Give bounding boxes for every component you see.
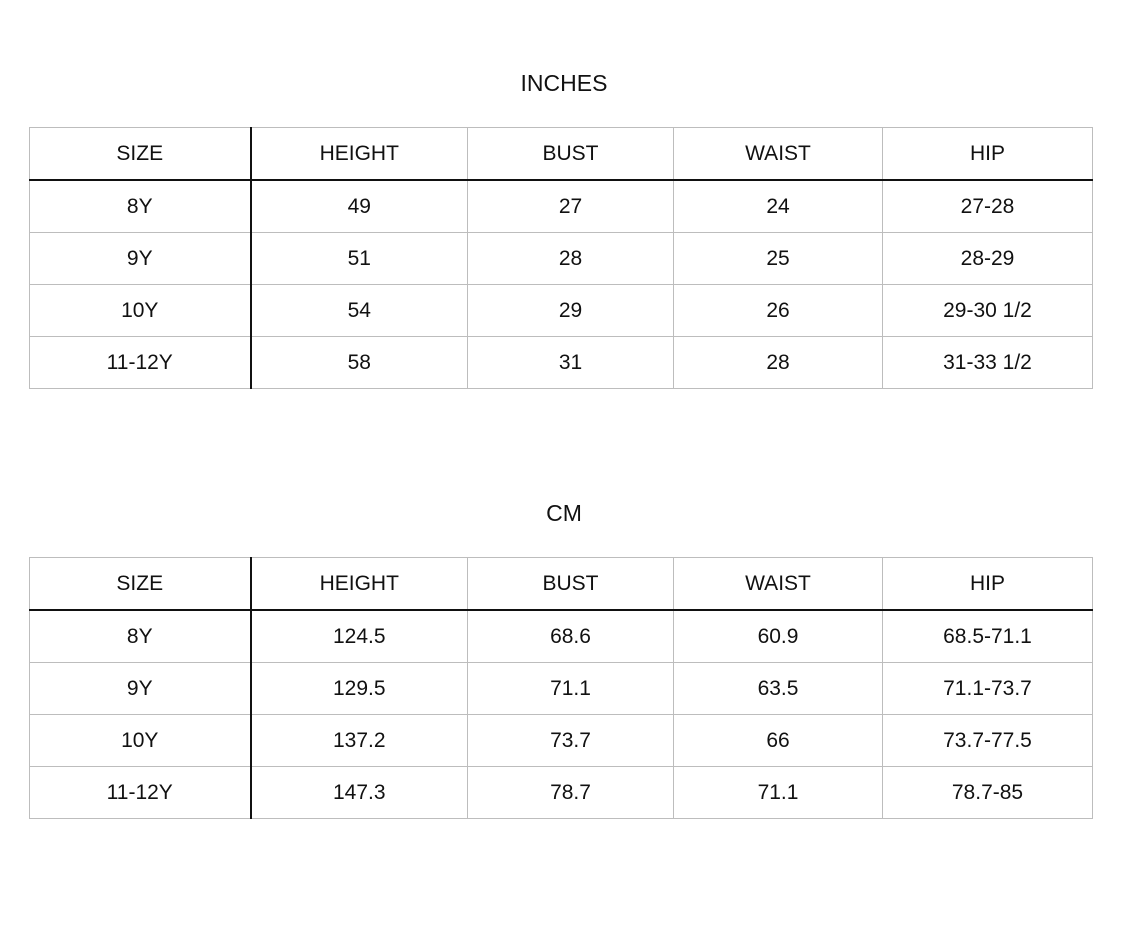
cell-size: 8Y bbox=[30, 180, 251, 233]
cell-waist: 28 bbox=[674, 337, 883, 389]
table-header-row bbox=[30, 128, 1093, 181]
table-header-row bbox=[30, 558, 1093, 611]
cell-hip: 31-33 1/2 bbox=[883, 337, 1093, 389]
header-hip: HIP bbox=[883, 558, 1093, 611]
cell-size: 9Y bbox=[30, 663, 251, 715]
cell-height: 49 bbox=[251, 180, 468, 233]
cell-height: 137.2 bbox=[251, 715, 468, 767]
cell-bust: 27 bbox=[468, 180, 674, 233]
cell-bust: 73.7 bbox=[468, 715, 674, 767]
header-size: SIZE bbox=[30, 558, 251, 611]
cell-waist: 26 bbox=[674, 285, 883, 337]
table-row bbox=[30, 180, 1093, 233]
cell-size: 10Y bbox=[30, 285, 251, 337]
cell-height: 58 bbox=[251, 337, 468, 389]
header-bust: BUST bbox=[468, 128, 674, 181]
cell-hip: 29-30 1/2 bbox=[883, 285, 1093, 337]
cell-waist: 63.5 bbox=[674, 663, 883, 715]
cell-hip: 71.1-73.7 bbox=[883, 663, 1093, 715]
cell-size: 10Y bbox=[30, 715, 251, 767]
header-waist: WAIST bbox=[674, 128, 883, 181]
inches-section-title: INCHES bbox=[520, 70, 608, 96]
cell-waist: 60.9 bbox=[674, 610, 883, 663]
cell-size: 11-12Y bbox=[30, 767, 251, 819]
table-row bbox=[30, 337, 1093, 389]
cell-height: 54 bbox=[251, 285, 468, 337]
header-bust: BUST bbox=[468, 558, 674, 611]
table-row bbox=[30, 285, 1093, 337]
cell-hip: 73.7-77.5 bbox=[883, 715, 1093, 767]
cell-height: 124.5 bbox=[251, 610, 468, 663]
cm-size-table bbox=[29, 557, 1093, 819]
cell-waist: 24 bbox=[674, 180, 883, 233]
cell-size: 11-12Y bbox=[30, 337, 251, 389]
table-row bbox=[30, 663, 1093, 715]
cell-hip: 78.7-85 bbox=[883, 767, 1093, 819]
cell-bust: 31 bbox=[468, 337, 674, 389]
cell-size: 8Y bbox=[30, 610, 251, 663]
cell-height: 147.3 bbox=[251, 767, 468, 819]
table-row bbox=[30, 610, 1093, 663]
header-waist: WAIST bbox=[674, 558, 883, 611]
cell-bust: 78.7 bbox=[468, 767, 674, 819]
cell-bust: 28 bbox=[468, 233, 674, 285]
cell-waist: 71.1 bbox=[674, 767, 883, 819]
header-height: HEIGHT bbox=[251, 558, 468, 611]
cell-height: 51 bbox=[251, 233, 468, 285]
cell-hip: 28-29 bbox=[883, 233, 1093, 285]
cell-bust: 68.6 bbox=[468, 610, 674, 663]
cell-bust: 71.1 bbox=[468, 663, 674, 715]
header-hip: HIP bbox=[883, 128, 1093, 181]
cell-waist: 25 bbox=[674, 233, 883, 285]
header-height: HEIGHT bbox=[251, 128, 468, 181]
cell-bust: 29 bbox=[468, 285, 674, 337]
table-row bbox=[30, 767, 1093, 819]
cell-size: 9Y bbox=[30, 233, 251, 285]
table-row bbox=[30, 233, 1093, 285]
inches-size-table bbox=[29, 127, 1093, 389]
table-row bbox=[30, 715, 1093, 767]
cell-height: 129.5 bbox=[251, 663, 468, 715]
cm-section-title: CM bbox=[546, 500, 582, 526]
cell-hip: 27-28 bbox=[883, 180, 1093, 233]
cell-hip: 68.5-71.1 bbox=[883, 610, 1093, 663]
header-size: SIZE bbox=[30, 128, 251, 181]
cell-waist: 66 bbox=[674, 715, 883, 767]
